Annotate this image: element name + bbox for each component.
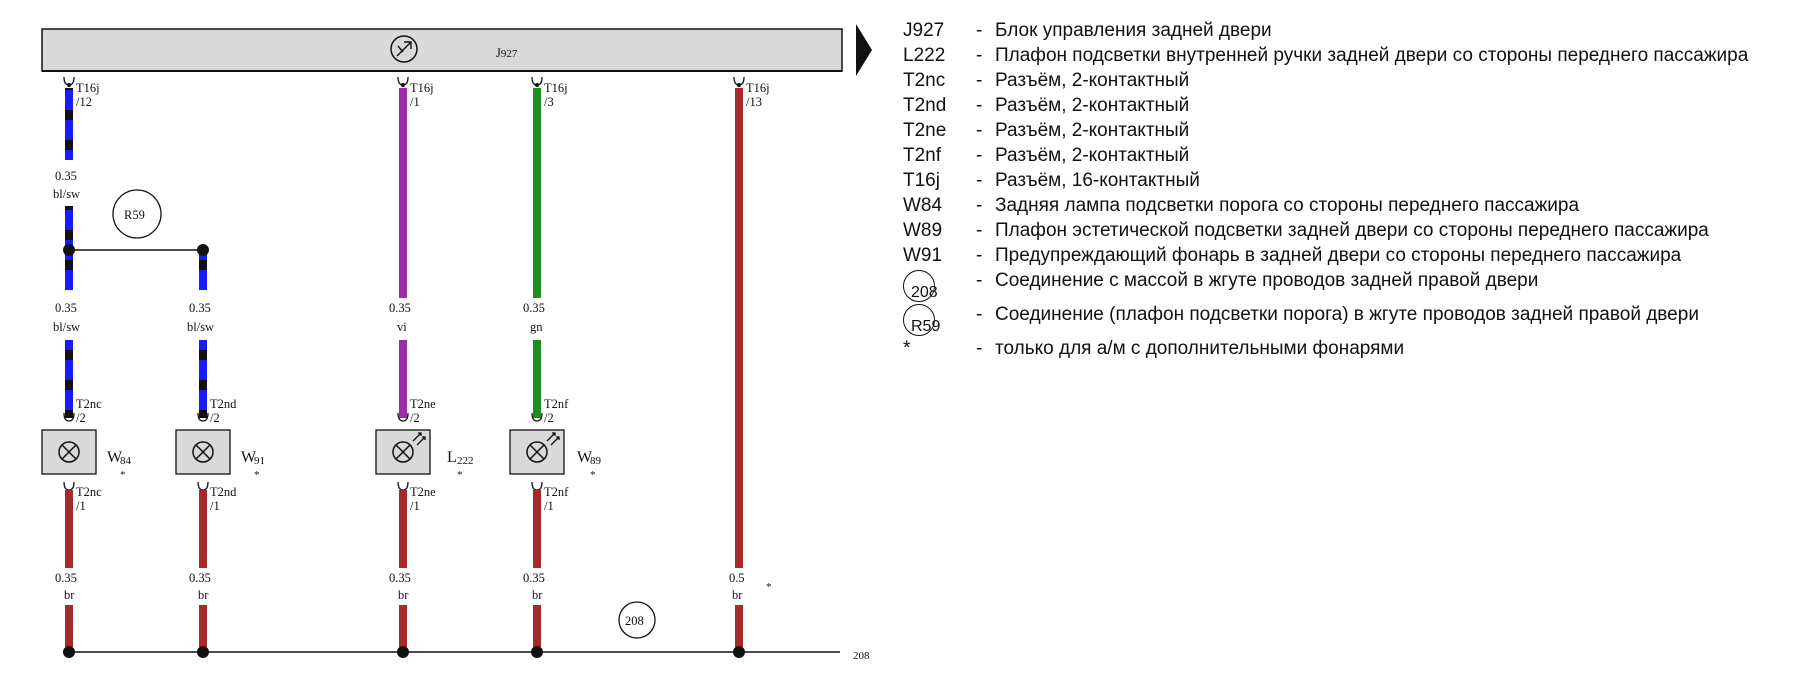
legend-row [903,302,1783,336]
svg-text:R59: R59 [124,208,145,222]
continuation-arrow-icon [856,24,872,76]
svg-text:T2nf: T2nf [544,397,569,411]
wire-size-label: 0.35 [55,169,77,183]
wire-size-label: 0.35 [389,571,411,585]
wire-gn-c [533,340,541,418]
legend-code: W91 [903,245,943,266]
wire-color-label: br [732,588,743,602]
legend-row [903,336,1783,361]
wire-size-label: 0.35 [389,301,411,315]
pin-label: T16j [544,81,568,95]
svg-text:222: 222 [457,455,474,467]
svg-text:208: 208 [625,614,644,628]
ground-dot [531,646,543,658]
legend-dash: - [976,245,983,266]
wire-br-2 [199,490,207,568]
svg-text:*: * [120,469,126,481]
wire-br-long [735,88,743,568]
legend-desc: Предупреждающий фонарь в задней двери со стороны переднего пассажира [995,245,1682,266]
legend-desc: Разъём, 2-контактный [995,145,1190,166]
wire-size-label: 0.35 [55,571,77,585]
svg-text:L: L [447,449,457,466]
lower-wires [55,490,870,662]
legend-dash: - [976,120,983,141]
legend-row [903,143,1783,168]
wire-note-star: * [766,581,772,593]
wire-color-label: gn [530,320,543,334]
legend-code: T2nc [903,70,946,91]
legend-desc: Разъём, 2-контактный [995,70,1190,91]
wire-bl-sw-2c [199,340,207,418]
legend-dash: - [976,195,983,216]
wire-bl-sw-1c [65,340,73,418]
control-unit-j927 [42,29,842,71]
wire-color-label: br [532,588,543,602]
legend-code: * [903,338,911,359]
pin-number: /13 [746,95,762,109]
connection-r59 [113,190,161,238]
svg-text:T2nd: T2nd [210,397,237,411]
legend-code: W84 [903,195,943,216]
pin-number: /3 [544,95,554,109]
svg-text:W: W [241,449,257,466]
svg-text:T2nd: T2nd [210,485,237,499]
legend-row [903,18,1783,43]
legend-desc: Соединение с массой в жгуте проводов задней правой двери [995,270,1539,291]
ground-ref-label: 208 [853,650,870,662]
legend-code: T16j [903,170,940,191]
legend-dash: - [976,45,983,66]
wire-color-label: bl/sw [187,320,215,334]
legend [903,18,1783,361]
legend-row [903,243,1783,268]
svg-text:/2: /2 [76,411,86,425]
wire-br-4 [533,490,541,568]
legend-desc: Разъём, 2-контактный [995,95,1190,116]
svg-text:84: 84 [120,455,131,467]
legend-dash: - [976,220,983,241]
legend-code: J927 [903,20,945,41]
ground-dot [397,646,409,658]
legend-row [903,118,1783,143]
svg-text:T2ne: T2ne [410,485,436,499]
wire-br-1b [65,605,73,647]
wire-bl-sw-2 [199,251,207,290]
svg-text:/2: /2 [410,411,420,425]
legend-dash: - [976,95,983,116]
svg-text:/2: /2 [210,411,220,425]
ground-connection-208 [619,602,655,638]
svg-text:*: * [590,469,596,481]
legend-dash: - [976,145,983,166]
wire-br-1 [65,490,73,568]
pin-label: T16j [76,81,100,95]
wire-size-label: 0.35 [189,301,211,315]
wire-br-5b [735,605,743,647]
wire-color-label: br [398,588,409,602]
top-connector-pins [64,77,770,109]
control-unit-label: J927 [496,46,518,60]
wire-gn [533,88,541,298]
legend-dash: - [976,170,983,191]
pin-number: /1 [410,95,420,109]
svg-text:/1: /1 [76,499,86,513]
wire-color-label: br [198,588,209,602]
legend-row [903,68,1783,93]
legend-desc: Плафон подсветки внутренней ручки задней двери со стороны переднего пассажира [995,45,1749,66]
legend-desc: только для а/м с дополнительными фонарями [995,338,1405,359]
svg-text:W: W [107,449,123,466]
legend-code: T2nf [903,145,942,166]
wire-size-label: 0.35 [523,301,545,315]
legend-code: R59 [903,302,976,341]
component-w84 [42,397,132,513]
pin-number: /12 [76,95,92,109]
component-l222 [376,397,474,513]
legend-row [903,268,1783,302]
legend-row [903,43,1783,68]
component-w91 [176,397,265,513]
legend-desc: Блок управления задней двери [995,20,1272,41]
wire-br-4b [533,605,541,647]
legend-row [903,93,1783,118]
svg-text:/1: /1 [544,499,554,513]
wire-vi-c [399,340,407,418]
legend-desc: Разъём, 2-контактный [995,120,1190,141]
wire-vi [399,88,407,298]
svg-text:T2nc: T2nc [76,397,102,411]
legend-row [903,193,1783,218]
wire-size-label: 0.5 [729,571,745,585]
svg-text:*: * [254,469,260,481]
svg-text:/1: /1 [410,499,420,513]
splice-dot [63,244,75,256]
legend-code: 208 [903,268,976,307]
svg-text:/1: /1 [210,499,220,513]
wire-color-label: bl/sw [53,187,81,201]
pin-label: T16j [746,81,770,95]
ground-dot [733,646,745,658]
legend-dash: - [976,20,983,41]
legend-code: L222 [903,45,946,66]
legend-row [903,218,1783,243]
wire-br-2b [199,605,207,647]
svg-text:89: 89 [590,455,601,467]
wire-br-3b [399,605,407,647]
legend-code: T2ne [903,120,947,141]
legend-dash: - [976,270,983,291]
splice-dot [197,244,209,256]
legend-dash: - [976,338,983,359]
svg-text:T2nc: T2nc [76,485,102,499]
component-w89 [510,397,602,513]
ground-dot [63,646,75,658]
upper-wires [53,88,743,568]
wire-size-label: 0.35 [55,301,77,315]
legend-dash: - [976,70,983,91]
svg-text:/2: /2 [544,411,554,425]
legend-row [903,168,1783,193]
wire-bl-sw-1a [65,88,73,160]
svg-text:*: * [457,469,463,481]
ground-dot [197,646,209,658]
wire-color-label: br [64,588,75,602]
svg-text:91: 91 [254,455,265,467]
legend-code: T2nd [903,95,947,116]
pin-label: T16j [410,81,434,95]
legend-desc: Задняя лампа подсветки порога со стороны переднего пассажира [995,195,1580,216]
wire-color-label: vi [397,320,407,334]
svg-text:T2nf: T2nf [544,485,569,499]
legend-desc: Разъём, 16-контактный [995,170,1200,191]
legend-dash: - [976,304,983,325]
wire-size-label: 0.35 [523,571,545,585]
legend-desc: Плафон эстетической подсветки задней двери со стороны переднего пассажира [995,220,1709,241]
legend-code: W89 [903,220,943,241]
legend-desc: Соединение (плафон подсветки порога) в жгуте проводов задней правой двери [995,304,1699,325]
svg-text:T2ne: T2ne [410,397,436,411]
wire-size-label: 0.35 [189,571,211,585]
wire-br-3 [399,490,407,568]
wire-color-label: bl/sw [53,320,81,334]
svg-text:W: W [577,449,593,466]
